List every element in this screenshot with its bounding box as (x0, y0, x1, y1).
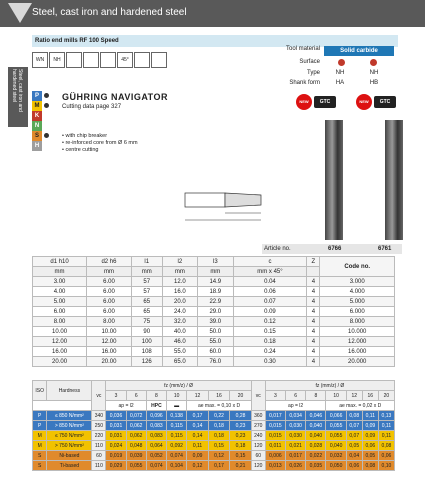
fz-cell: 0,019 (106, 451, 126, 461)
gtc-badge-2: GTC (374, 96, 396, 108)
diameter-cell: 12 (187, 391, 208, 401)
iso-n: N (32, 121, 42, 131)
table-cell: 5.00 (33, 297, 87, 307)
table-cell: 20.00 (87, 357, 132, 367)
table-cell: 108 (131, 347, 162, 357)
cutting-row (33, 421, 395, 431)
fz-cell: 0,096 (146, 411, 166, 421)
table-cell: 0.30 (233, 357, 307, 367)
diameter-cell: 8 (146, 391, 166, 401)
diameter-cell: 10 (167, 391, 187, 401)
table-cell: 6.00 (87, 277, 132, 287)
diameter-cell: 12 (346, 391, 362, 401)
table-cell: 20.00 (33, 357, 87, 367)
feature-text: re-inforced core from Ø 6 mm (65, 140, 138, 146)
ap-left: ap = l2 (106, 401, 146, 411)
fz-cell: 0,040 (326, 441, 346, 451)
col-header: c (233, 257, 307, 267)
table-cell: 57 (131, 277, 162, 287)
section-title: Ratio end mills RF 100 Speed (32, 35, 398, 47)
fz-cell: 0,026 (286, 461, 306, 471)
fz-cell: 0,10 (378, 461, 394, 471)
table-cell: 18.9 (198, 287, 233, 297)
unit-cell: mm x 45° (233, 267, 307, 277)
table-cell: 90 (131, 327, 162, 337)
ae-left: ae max. = 0,10 x D (187, 401, 252, 411)
table-cell: 0.06 (233, 287, 307, 297)
unit-cell: mm (198, 267, 233, 277)
fz-cell: 0,04 (346, 451, 362, 461)
shank-wn-icon: WN (32, 52, 48, 68)
feature-text: with chip breaker (65, 133, 108, 139)
hpc-icon: HPC (146, 401, 166, 411)
table-cell: 65 (131, 307, 162, 317)
fz-cell: 0,055 (326, 421, 346, 431)
table-cell: 16.0 (162, 287, 197, 297)
table-row (33, 277, 395, 287)
table-row (33, 297, 395, 307)
fz-cell: 0,07 (346, 431, 362, 441)
table-row (33, 287, 395, 297)
col-header: l3 (198, 257, 233, 267)
new-badge-2: NEW (356, 94, 372, 110)
fz-header-right: fz (mm/z) / Ø (265, 381, 394, 391)
shank-value-1: HA (335, 80, 345, 86)
code-cell: 16.000 (320, 347, 395, 357)
tolerance-icon (66, 52, 82, 68)
fz-cell: 0,13 (378, 411, 394, 421)
col-header: Z (307, 257, 320, 267)
code-cell: 6.000 (320, 307, 395, 317)
table-row (33, 327, 395, 337)
table-cell: 14.9 (198, 277, 233, 287)
hardness-header: Hardness (47, 381, 92, 401)
side-tab[interactable] (8, 67, 28, 127)
fz-cell: 0,15 (230, 451, 252, 461)
col-header: d2 h6 (87, 257, 132, 267)
fz-cell: 0,021 (286, 441, 306, 451)
table-cell: 8.00 (87, 317, 132, 327)
helix-icon (100, 52, 116, 68)
vc-cell: 120 (251, 461, 265, 471)
hardness-cell: > 750 N/mm² (47, 441, 92, 451)
fz-cell: 0,066 (326, 411, 346, 421)
table-cell: 16.00 (87, 347, 132, 357)
fz-cell: 0,09 (187, 451, 208, 461)
unit-cell: mm (33, 267, 87, 277)
vc-cell: 60 (251, 451, 265, 461)
tool-image-6761 (385, 120, 403, 240)
table-row (33, 307, 395, 317)
diameter-cell: 6 (286, 391, 306, 401)
table-cell: 46.0 (162, 337, 197, 347)
diameter-cell: 6 (126, 391, 146, 401)
diameter-cell: 10 (326, 391, 346, 401)
milling-strategy-icon: ▬ (167, 401, 187, 411)
fz-cell: 0,030 (286, 421, 306, 431)
cutting-row (33, 441, 395, 451)
hardness-cell: Ti-based (47, 461, 92, 471)
fz-cell: 0,040 (306, 421, 326, 431)
fz-cell: 0,138 (167, 411, 187, 421)
iso-cell: P (33, 421, 47, 431)
ae-right: ae max. = 0,02 x D (326, 401, 395, 411)
feature-3: • centre cutting (62, 147, 99, 153)
fz-cell: 0,18 (208, 421, 229, 431)
cutting-row (33, 451, 395, 461)
vc-cell: 250 (92, 421, 106, 431)
table-cell: 126 (131, 357, 162, 367)
vc-cell: 240 (251, 431, 265, 441)
brand-name: GÜHRING NAVIGATOR (62, 92, 169, 102)
fz-cell: 0,092 (167, 441, 187, 451)
table-row (33, 317, 395, 327)
fz-cell: 0,18 (230, 441, 252, 451)
hardness-cell: > 850 N/mm² (47, 421, 92, 431)
table-cell: 60.0 (198, 347, 233, 357)
article-number-2: 6761 (378, 246, 392, 252)
unit-cell: mm (162, 267, 197, 277)
table-cell: 20.0 (162, 297, 197, 307)
fz-cell: 0,104 (167, 461, 187, 471)
fz-cell: 0,115 (167, 421, 187, 431)
feature-2: • re-inforced core from Ø 6 mm (62, 140, 138, 146)
fz-cell: 0,083 (146, 431, 166, 441)
col-header: d1 h10 (33, 257, 87, 267)
blank-cell (33, 401, 92, 411)
fz-cell: 0,07 (346, 421, 362, 431)
page-header (0, 0, 425, 27)
iso-cell: M (33, 431, 47, 441)
fz-cell: 0,006 (265, 451, 285, 461)
table-row (33, 357, 395, 367)
iso-cell: M (33, 441, 47, 451)
cutting-row (33, 431, 395, 441)
vc-header-2: vc (251, 381, 265, 411)
ap-right: ap = l2 (265, 401, 326, 411)
code-cell: 5.000 (320, 297, 395, 307)
fz-cell: 0,074 (167, 451, 187, 461)
table-cell: 4 (307, 327, 320, 337)
table-row (33, 347, 395, 357)
shank-label: Shank form (289, 80, 320, 86)
table-cell: 16.00 (33, 347, 87, 357)
table-cell: 12.00 (33, 337, 87, 347)
fz-cell: 0,23 (230, 431, 252, 441)
article-label: Article no. (264, 246, 291, 252)
dimensions-table (32, 256, 395, 367)
vc-cell: 270 (251, 421, 265, 431)
table-cell: 4 (307, 287, 320, 297)
iso-p-dot-icon (44, 93, 49, 98)
article-row (262, 244, 402, 254)
fz-cell: 0,072 (126, 411, 146, 421)
table-cell: 32.0 (162, 317, 197, 327)
fz-cell: 0,11 (378, 431, 394, 441)
fz-cell: 0,040 (306, 431, 326, 441)
fz-cell: 0,083 (146, 421, 166, 431)
fz-cell: 0,22 (208, 411, 229, 421)
fz-cell: 0,23 (230, 421, 252, 431)
type-nh-icon: NH (49, 52, 65, 68)
vc-cell: 340 (92, 411, 106, 421)
fz-cell: 0,06 (362, 441, 378, 451)
table-cell: 0.09 (233, 307, 307, 317)
code-cell: 12.000 (320, 337, 395, 347)
code-cell: 3.000 (320, 277, 395, 287)
iso-cell: S (33, 461, 47, 471)
fz-cell: 0,21 (230, 461, 252, 471)
iso-s-dot-icon (44, 133, 49, 138)
fz-cell: 0,11 (378, 421, 394, 431)
new-badge: NEW (296, 94, 312, 110)
fz-cell: 0,17 (208, 461, 229, 471)
table-cell: 55.0 (162, 347, 197, 357)
vc-cell: 110 (92, 441, 106, 451)
surface-coating-icon-2 (370, 59, 377, 66)
vc-cell: 120 (251, 441, 265, 451)
table-cell: 4 (307, 297, 320, 307)
table-cell: 76.0 (198, 357, 233, 367)
fz-cell: 0,062 (126, 431, 146, 441)
cutting-data-table (32, 380, 395, 471)
fz-cell: 0,14 (187, 431, 208, 441)
table-cell: 55.0 (198, 337, 233, 347)
iso-h: H (32, 141, 42, 151)
cutting-row (33, 461, 395, 471)
fz-cell: 0,14 (187, 421, 208, 431)
table-cell: 50.0 (198, 327, 233, 337)
side-tab-label: Steel, cast iron and hardened steel (11, 69, 23, 112)
fz-cell: 0,062 (126, 421, 146, 431)
fz-cell: 0,017 (265, 411, 285, 421)
col-header: l1 (131, 257, 162, 267)
hardness-cell: Ni-based (47, 451, 92, 461)
table-cell: 4.00 (33, 287, 87, 297)
fz-cell: 0,28 (230, 411, 252, 421)
table-cell: 4 (307, 337, 320, 347)
fz-cell: 0,052 (146, 451, 166, 461)
hardness-cell: ≤ 850 N/mm² (47, 411, 92, 421)
fz-cell: 0,028 (306, 441, 326, 451)
table-cell: 4 (307, 347, 320, 357)
fz-cell: 0,022 (306, 451, 326, 461)
vc-header: vc (92, 381, 106, 411)
iso-s: S (32, 131, 42, 141)
cutting-header-row-1 (33, 381, 395, 391)
table-cell: 75 (131, 317, 162, 327)
type-value-2: NH (369, 70, 379, 76)
fz-cell: 0,17 (187, 411, 208, 421)
fz-cell: 0,046 (306, 411, 326, 421)
code-cell: 20.000 (320, 357, 395, 367)
iso-p: P (32, 91, 42, 101)
table-cell: 10.00 (87, 327, 132, 337)
table-cell: 4 (307, 357, 320, 367)
page-title: Steel, cast iron and hardened steel (32, 7, 187, 18)
tool-drawing (165, 175, 275, 235)
fz-cell: 0,048 (126, 441, 146, 451)
fz-cell: 0,18 (208, 431, 229, 441)
iso-k: K (32, 111, 42, 121)
table-cell: 0.15 (233, 327, 307, 337)
fz-cell: 0,017 (286, 451, 306, 461)
fz-cell: 0,031 (106, 431, 126, 441)
fz-cell: 0,030 (286, 431, 306, 441)
table-cell: 10.00 (33, 327, 87, 337)
table-cell: 29.0 (198, 307, 233, 317)
table-cell: 22.9 (198, 297, 233, 307)
table-cell: 39.0 (198, 317, 233, 327)
table-cell: 6.00 (87, 287, 132, 297)
fz-cell: 0,11 (187, 441, 208, 451)
z-flutes-icon (151, 52, 167, 68)
table-cell: 8.00 (33, 317, 87, 327)
table-cell: 4 (307, 277, 320, 287)
fz-cell: 0,115 (167, 431, 187, 441)
table-cell: 6.00 (87, 307, 132, 317)
vc-cell: 110 (92, 461, 106, 471)
fz-cell: 0,024 (106, 441, 126, 451)
shank-value-2: HB (369, 80, 379, 86)
table-row (33, 337, 395, 347)
fz-cell: 0,039 (126, 451, 146, 461)
tool-material-label: Tool material (285, 46, 320, 52)
fz-cell: 0,09 (362, 431, 378, 441)
article-number-1: 6766 (328, 246, 342, 252)
iso-cell: P (33, 411, 47, 421)
type-value-1: NH (335, 70, 345, 76)
table-cell: 57 (131, 287, 162, 297)
diameter-cell: 16 (362, 391, 378, 401)
fz-cell: 0,015 (265, 431, 285, 441)
table-cell: 40.0 (162, 327, 197, 337)
fz-cell: 0,035 (306, 461, 326, 471)
unit-cell: mm (87, 267, 132, 277)
table-cell: 0.24 (233, 347, 307, 357)
fz-cell: 0,06 (346, 461, 362, 471)
cutting-edge-icon (83, 52, 99, 68)
unit-cell: mm (131, 267, 162, 277)
table-cell: 12.00 (87, 337, 132, 347)
fz-cell: 0,11 (362, 411, 378, 421)
surface-coating-icon (338, 59, 345, 66)
vc-cell: 220 (92, 431, 106, 441)
fz-cell: 0,055 (326, 431, 346, 441)
table-cell: 4 (307, 317, 320, 327)
diameter-cell: 20 (230, 391, 252, 401)
sidebar (0, 27, 28, 480)
fz-cell: 0,050 (326, 461, 346, 471)
fz-cell: 0,029 (106, 461, 126, 471)
col-header: Code no. (320, 257, 395, 277)
fz-cell: 0,055 (126, 461, 146, 471)
fz-cell: 0,074 (146, 461, 166, 471)
tool-material-value: Solid carbide (324, 46, 394, 56)
diameter-cell: 8 (306, 391, 326, 401)
fz-cell: 0,08 (378, 441, 394, 451)
hardness-cell: ≤ 750 N/mm² (47, 431, 92, 441)
col-header: l2 (162, 257, 197, 267)
diameter-cell: 3 (265, 391, 285, 401)
fz-cell: 0,15 (208, 441, 229, 451)
fz-cell: 0,05 (362, 451, 378, 461)
fz-header-left: fz (mm/z) / Ø (106, 381, 251, 391)
fz-cell: 0,12 (187, 461, 208, 471)
table-cell: 0.07 (233, 297, 307, 307)
table-cell: 4 (307, 307, 320, 317)
cutting-header-row-3 (33, 401, 395, 411)
fz-cell: 0,031 (106, 421, 126, 431)
iso-m: M (32, 101, 42, 111)
feature-text: centre cutting (65, 147, 99, 153)
diameter-cell: 20 (378, 391, 394, 401)
vc-cell: 360 (251, 411, 265, 421)
fz-cell: 0,032 (326, 451, 346, 461)
feature-1: • with chip breaker (62, 133, 108, 139)
table-cell: 3.00 (33, 277, 87, 287)
table-cell: 0.12 (233, 317, 307, 327)
surface-label: Surface (299, 59, 320, 65)
iso-cell: S (33, 451, 47, 461)
table-cell: 6.00 (87, 297, 132, 307)
fz-cell: 0,08 (346, 411, 362, 421)
fz-cell: 0,06 (378, 451, 394, 461)
chamfer-45-icon: 45° (117, 52, 133, 68)
table-cell: 100 (131, 337, 162, 347)
fz-cell: 0,064 (146, 441, 166, 451)
fz-cell: 0,015 (265, 421, 285, 431)
table-cell: 24.0 (162, 307, 197, 317)
fz-cell: 0,036 (106, 411, 126, 421)
table-cell: 65 (131, 297, 162, 307)
fz-cell: 0,08 (362, 461, 378, 471)
diameter-cell: 3 (106, 391, 126, 401)
code-cell: 8.000 (320, 317, 395, 327)
fz-cell: 0,12 (208, 451, 229, 461)
iso-m-dot-icon (44, 103, 49, 108)
fz-cell: 0,05 (346, 441, 362, 451)
code-cell: 4.000 (320, 287, 395, 297)
iso-header: ISO (33, 381, 47, 401)
gtc-badge: GTC (314, 96, 336, 108)
vc-cell: 60 (92, 451, 106, 461)
cutting-row (33, 411, 395, 421)
unit-cell (307, 267, 320, 277)
cutting-data-ref[interactable]: Cutting data page 327 (62, 104, 122, 110)
tool-image-6766 (325, 120, 343, 240)
diameter-cell: 16 (208, 391, 229, 401)
coolant-icon (134, 52, 150, 68)
table-cell: 0.18 (233, 337, 307, 347)
tool-shank-shape (185, 193, 225, 207)
fz-cell: 0,034 (286, 411, 306, 421)
brand-triangle-icon (8, 3, 32, 23)
table-cell: 65.0 (162, 357, 197, 367)
fz-cell: 0,011 (265, 441, 285, 451)
tool-flute-shape (225, 193, 261, 207)
type-label: Type (306, 70, 320, 76)
dimensions-header-row (33, 257, 395, 267)
table-cell: 0.04 (233, 277, 307, 287)
code-cell: 10.000 (320, 327, 395, 337)
table-cell: 12.0 (162, 277, 197, 287)
fz-cell: 0,09 (362, 421, 378, 431)
fz-cell: 0,013 (265, 461, 285, 471)
table-cell: 6.00 (33, 307, 87, 317)
